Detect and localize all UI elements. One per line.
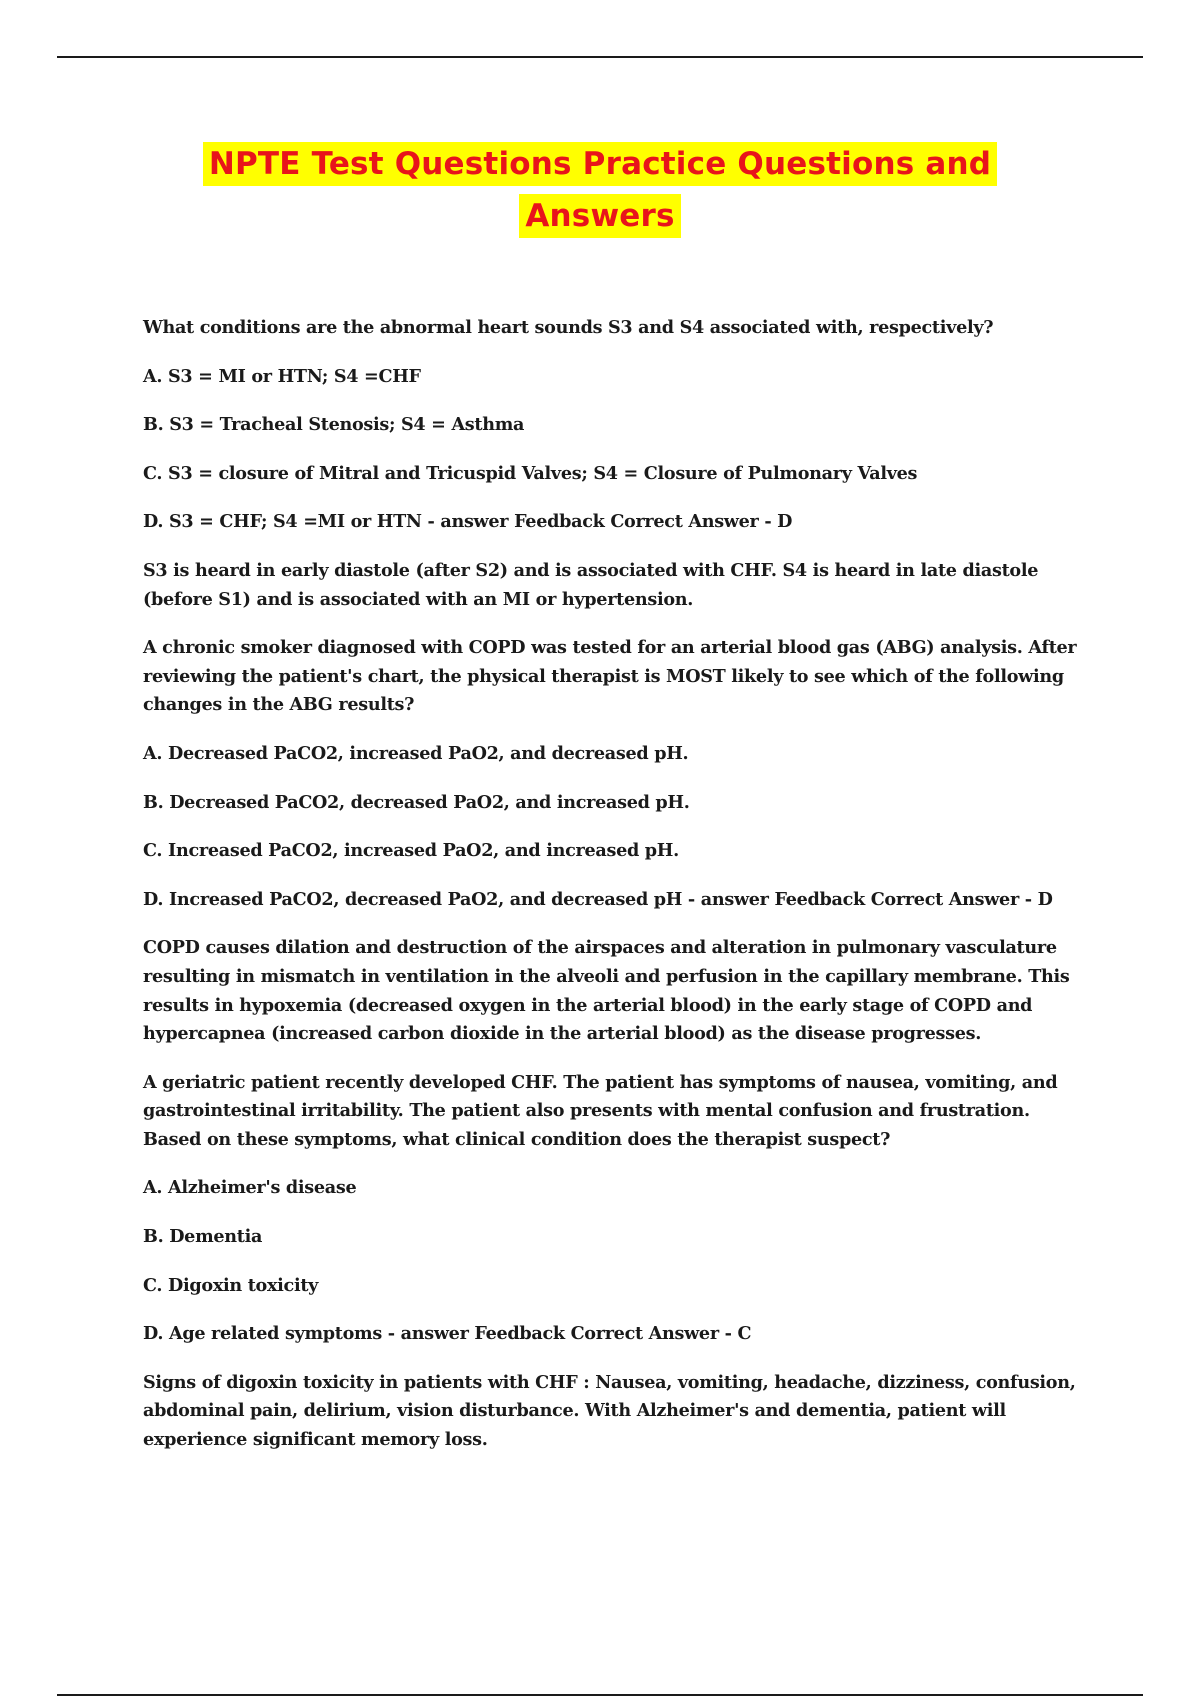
q3-option-c: C. Digoxin toxicity [143,1274,319,1296]
title-line-1: NPTE Test Questions Practice Questions and [203,142,997,186]
q3-option-d-answer: D. Age related symptoms - answer Feedback Correct Answer - C [143,1323,752,1345]
q2-option-c: C. Increased PaCO2, increased PaO2, and increased pH. [143,840,679,862]
q1-option-a: A. S3 = MI or HTN; S4 =CHF [143,365,421,387]
document-title [0,142,1200,238]
q2-option-d-answer: D. Increased PaCO2, decreased PaO2, and decreased pH - answer Feedback Correct Answer - D [143,888,1053,910]
q1-option-b: B. S3 = Tracheal Stenosis; S4 = Asthma [143,414,525,436]
q1-explanation: S3 is heard in early diastole (after S2) and is associated with CHF. S4 is heard in late diastole (before S1) and is associated with an MI or hypertension. [143,559,1039,610]
q1-option-c: C. S3 = closure of Mitral and Tricuspid Valves; S4 = Closure of Pulmonary Valves [143,462,918,484]
title-line-2: Answers [519,194,680,238]
question-1: What conditions are the abnormal heart sounds S3 and S4 associated with, respectively? [143,317,994,338]
q3-option-b: B. Dementia [143,1226,263,1248]
document-body [143,314,1093,1475]
question-2: A chronic smoker diagnosed with COPD was tested for an arterial blood gas (ABG) analysis. After reviewing the patient's chart, the physical therapist is MOST likely to see which of the following changes in the ABG results? [143,637,1077,716]
q1-option-d-answer: D. S3 = CHF; S4 =MI or HTN - answer Feedback Correct Answer - D [143,511,793,533]
q3-option-a: A. Alzheimer's disease [143,1177,357,1199]
question-3: A geriatric patient recently developed CHF. The patient has symptoms of nausea, vomiting, and gastrointestinal irritability. The patient also presents with mental confusion and frustration. Based on these symptoms, what clinical condition does the therapist suspect? [143,1071,1058,1150]
q3-explanation: Signs of digoxin toxicity in patients with CHF : Nausea, vomiting, headache, dizziness, confusion, abdominal pain, delirium, vision disturbance. With Alzheimer's and dementia, patient will experience significant memory loss. [143,1371,1076,1451]
bottom-divider [57,1694,1143,1696]
top-divider [57,56,1143,58]
q2-explanation: COPD causes dilation and destruction of the airspaces and alteration in pulmonary vasculature resulting in mismatch in ventilation in the alveoli and perfusion in the capillary membrane. This results in hypoxemia (decreased oxygen in the arterial blood) in the early stage of COPD and hypercapnea (increased carbon dioxide in the arterial blood) as the disease progresses. [143,937,1070,1045]
q2-option-a: A. Decreased PaCO2, increased PaO2, and decreased pH. [143,742,689,764]
q2-option-b: B. Decreased PaCO2, decreased PaO2, and increased pH. [143,791,690,813]
